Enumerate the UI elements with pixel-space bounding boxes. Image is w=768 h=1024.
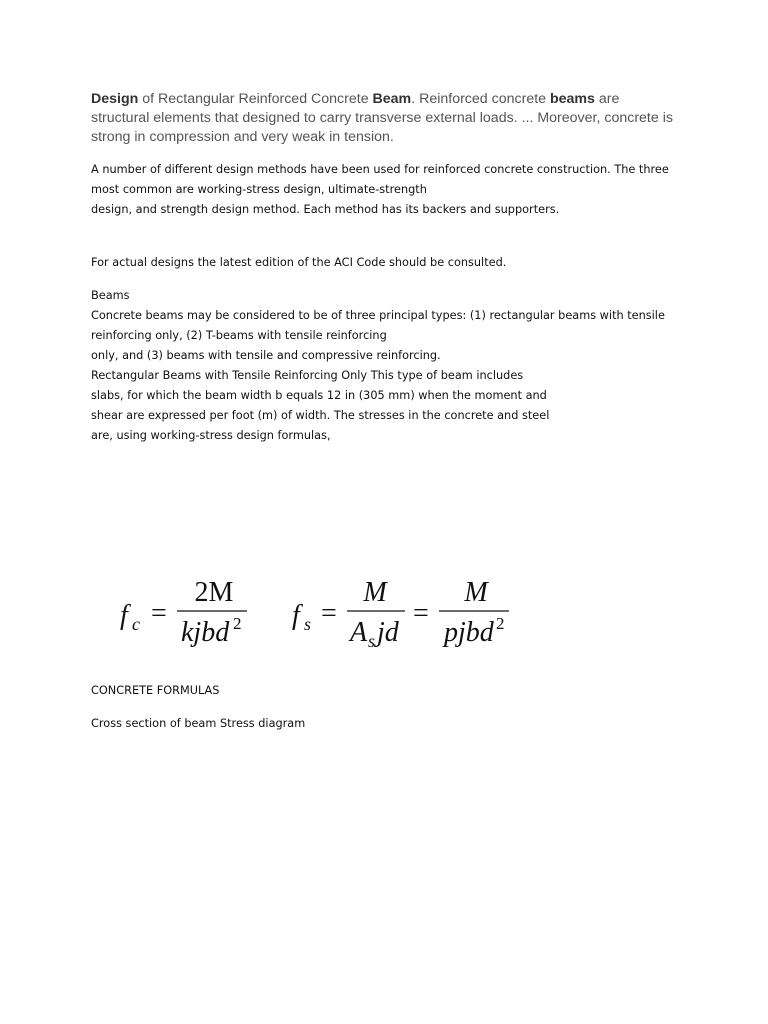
intro-bold-beam: Beam <box>372 91 412 107</box>
intro-text-2: . Reinforced concrete <box>411 91 550 107</box>
text-line: design, and strength design method. Each method has its backers and supporters. <box>91 203 560 216</box>
intro-text-1: of Rectangular Reinforced Concrete <box>138 91 373 107</box>
stress-formulas <box>115 573 535 653</box>
concrete-formulas-label <box>91 681 691 701</box>
squared-exponent: 2 <box>233 614 242 633</box>
text-line: most common are working-stress design, ultimate-strength <box>91 183 427 196</box>
fs-numerator-2: M <box>464 577 488 608</box>
fc-denominator: kjbd <box>181 617 230 648</box>
design-methods-paragraph <box>91 160 691 220</box>
intro-bold-beams: beams <box>549 91 595 107</box>
squared-exponent: 2 <box>496 614 505 633</box>
fs-subscript: s <box>304 614 312 634</box>
text-line: Rectangular Beams with Tensile Reinforcing Only This type of beam includes <box>91 369 524 382</box>
section-heading: Beams <box>91 289 130 302</box>
caption-text: Cross section of beam Stress diagram <box>91 717 306 730</box>
text-line: For actual designs the latest edition of the ACI Code should be consulted. <box>91 256 507 269</box>
text-line: reinforcing only, (2) T-beams with tensile reinforcing <box>91 329 387 342</box>
fs-denominator-2: pjbd <box>444 617 494 648</box>
text-line: A number of different design methods have been used for reinforced concrete construction. The three <box>91 163 669 176</box>
fc-symbol: f <box>120 600 128 631</box>
aci-code-paragraph <box>91 253 691 273</box>
beams-section <box>91 286 691 446</box>
equals-sign: = <box>151 598 167 629</box>
text-line: are, using working-stress design formulas, <box>91 429 331 442</box>
text-line: shear are expressed per foot (m) of width. The stresses in the concrete and steel <box>91 409 550 422</box>
caption-text: CONCRETE FORMULAS <box>91 684 220 697</box>
intro-bold-design: Design <box>91 91 139 107</box>
equals-sign: = <box>321 598 337 629</box>
fc-subscript: c <box>132 614 140 634</box>
fs-denominator-1-b: jd <box>377 617 399 648</box>
cross-section-label <box>91 714 691 734</box>
intro-text-3: are structural elements that designed to carry transverse external loads. ... Moreover, concrete is strong in compression and very weak in tension. <box>91 91 673 145</box>
fs-denominator-1-a: A <box>350 617 368 648</box>
fs-numerator-1: M <box>363 577 387 608</box>
text-line: Concrete beams may be considered to be of three principal types: (1) rectangular beams with tensile <box>91 309 665 322</box>
intro-paragraph <box>91 90 681 147</box>
equals-sign: = <box>413 598 429 629</box>
fc-numerator: 2M <box>194 577 234 608</box>
fs-symbol: f <box>292 600 300 631</box>
text-line: only, and (3) beams with tensile and compressive reinforcing. <box>91 349 441 362</box>
text-line: slabs, for which the beam width b equals 12 in (305 mm) when the moment and <box>91 389 547 402</box>
fs-denominator-1-subscript: s <box>368 631 376 651</box>
